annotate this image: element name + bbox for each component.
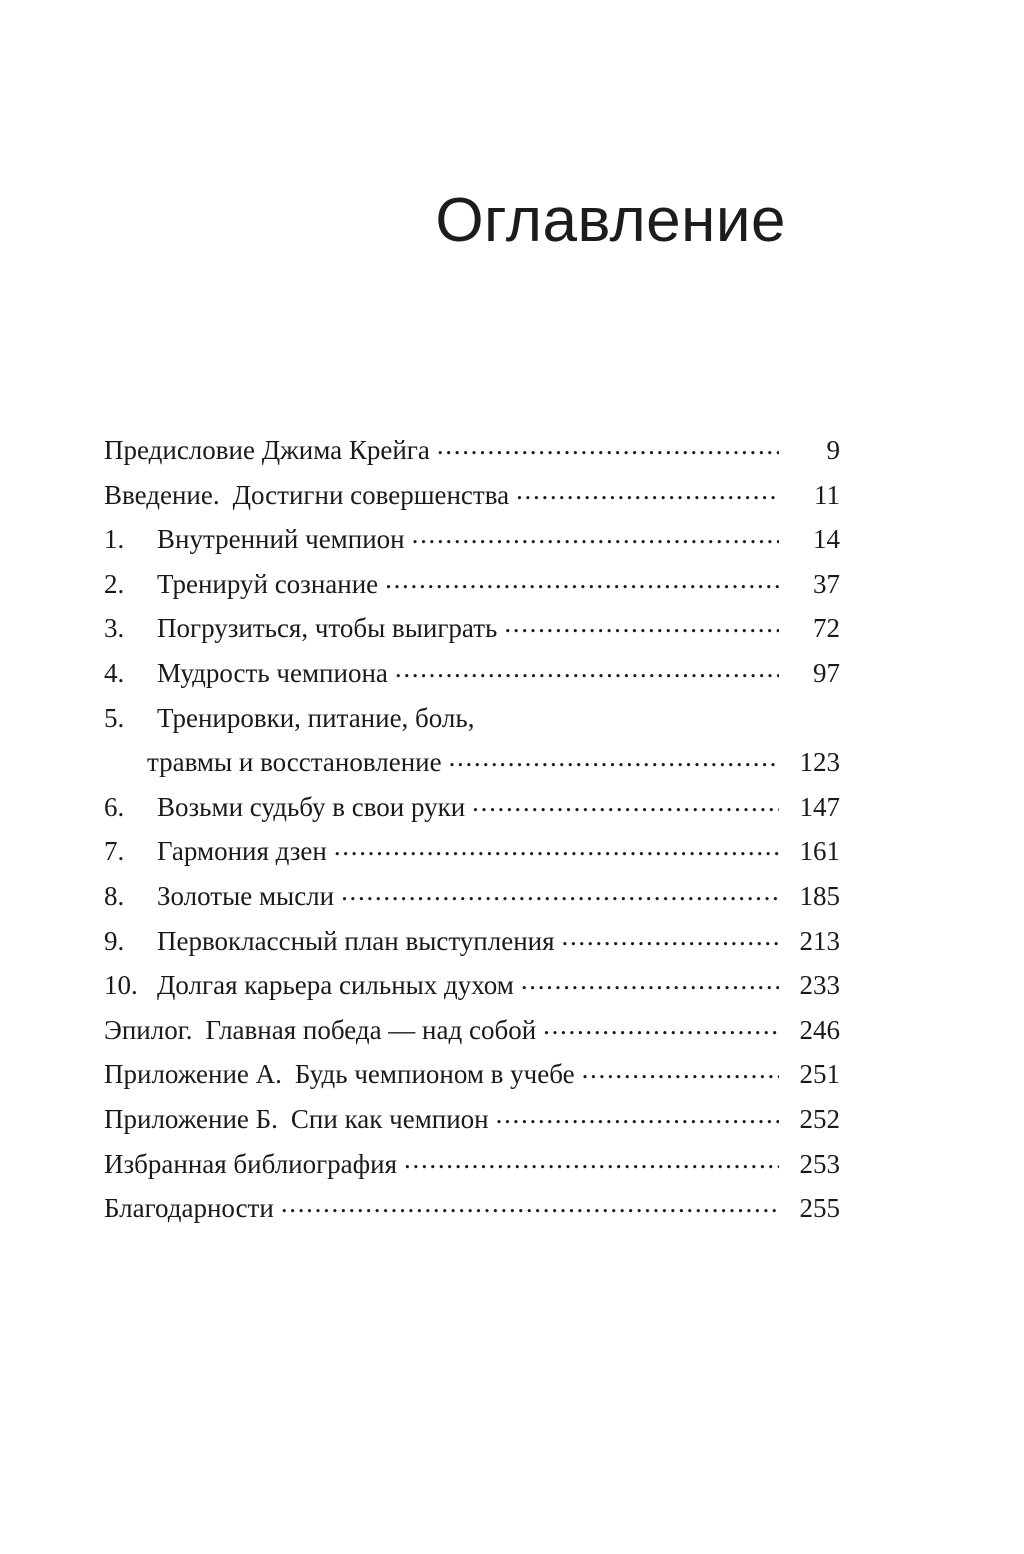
- toc-entry-page: 11: [814, 479, 840, 510]
- dot-leader: [334, 833, 779, 860]
- toc-entry[interactable]: [104, 473, 840, 518]
- toc-entry-page: 253: [799, 1148, 840, 1179]
- toc-entry[interactable]: [104, 1097, 840, 1142]
- toc-entry[interactable]: [104, 517, 840, 562]
- toc-entry[interactable]: [104, 874, 840, 919]
- toc-entry-title: Избранная библиография: [104, 1148, 398, 1179]
- toc-entry-page: 246: [799, 1014, 840, 1045]
- toc-entry-title: Тренируй сознание: [157, 568, 379, 599]
- toc-entry[interactable]: [104, 829, 840, 874]
- toc-entry-prefix: Приложение Б.: [104, 1103, 278, 1134]
- toc-entry-prefix: Введение.: [104, 479, 220, 510]
- toc-entry[interactable]: [104, 785, 840, 830]
- toc-entry-page: 233: [799, 970, 840, 1001]
- toc-entry-page: 147: [799, 791, 840, 822]
- toc-entry-prefix: Приложение А.: [104, 1059, 282, 1090]
- toc-entry[interactable]: [104, 1052, 840, 1097]
- toc-entry-number: 1.: [104, 524, 125, 555]
- toc-entry-title: Внутренний чемпион: [157, 524, 405, 555]
- dot-leader: [472, 789, 779, 816]
- toc-list: [104, 428, 840, 1231]
- dot-leader: [521, 967, 779, 994]
- toc-entry-page: 252: [799, 1103, 840, 1134]
- dot-leader: [582, 1056, 779, 1083]
- dot-leader: [341, 878, 779, 905]
- toc-entry[interactable]: [104, 606, 840, 651]
- toc-entry-title: Главная победа — над собой: [205, 1014, 537, 1045]
- dot-leader: [385, 566, 779, 593]
- dot-leader: [496, 1101, 779, 1128]
- toc-entry[interactable]: [104, 428, 840, 473]
- dot-leader: [543, 1012, 779, 1039]
- toc-entry-title: Золотые мысли: [157, 880, 335, 911]
- toc-entry-page: 255: [799, 1193, 840, 1224]
- toc-entry-number: 3.: [104, 613, 125, 644]
- toc-entry-title: Благодарности: [104, 1193, 274, 1224]
- toc-entry-title-line2: травмы и восстановление: [147, 747, 442, 778]
- toc-entry-page: 9: [826, 435, 840, 465]
- toc-entry-title: Возьми судьбу в свои руки: [157, 791, 466, 822]
- toc-entry-page: 97: [813, 657, 840, 688]
- toc-entry-page: 185: [799, 880, 840, 911]
- dot-leader: [281, 1190, 779, 1217]
- toc-entry-number: 2.: [104, 568, 125, 599]
- toc-entry-page: 213: [799, 925, 840, 956]
- dot-leader: [395, 655, 779, 682]
- toc-entry-page: 251: [799, 1059, 840, 1090]
- toc-entry-title: Достигни совершенства: [232, 479, 510, 510]
- toc-entry-title-line1: Тренировки, питание, боль,: [157, 702, 475, 733]
- toc-entry[interactable]: [104, 919, 840, 964]
- toc-entry[interactable]: [104, 963, 840, 1008]
- toc-entry-number: 9.: [104, 925, 125, 956]
- dot-leader: [449, 744, 779, 771]
- toc-entry-title: Первоклассный план выступления: [157, 925, 555, 956]
- dot-leader: [562, 923, 779, 950]
- toc-entry-title: Погрузиться, чтобы выиграть: [157, 613, 498, 644]
- toc-entry[interactable]: [104, 651, 840, 696]
- toc-entry-page: 123: [799, 747, 840, 778]
- toc-entry-page: 37: [813, 568, 840, 599]
- toc-entry[interactable]: [104, 562, 840, 607]
- toc-entry-title: Будь чемпионом в учебе: [294, 1059, 575, 1090]
- toc-entry-prefix: Эпилог.: [104, 1014, 193, 1045]
- toc-entry-page: 161: [799, 836, 840, 867]
- dot-leader: [404, 1146, 779, 1173]
- toc-entry-page: 72: [813, 613, 840, 644]
- toc-entry-title: Долгая карьера сильных духом: [157, 970, 514, 1001]
- toc-entry-number: 6.: [104, 791, 125, 822]
- page-title: Оглавление: [435, 185, 786, 255]
- toc-entry-number: 7.: [104, 836, 125, 867]
- toc-entry-title: Гармония дзен: [157, 836, 327, 867]
- toc-entry-title: Мудрость чемпиона: [157, 657, 388, 688]
- toc-entry[interactable]: [104, 1142, 840, 1187]
- toc-entry[interactable]: [104, 1008, 840, 1053]
- toc-entry-number: 10.: [104, 970, 138, 1001]
- toc-entry[interactable]: [104, 696, 840, 785]
- toc-entry-number: 4.: [104, 657, 125, 688]
- toc-entry-title: Предисловие Джима Крейга: [104, 435, 430, 465]
- toc-entry-number: 8.: [104, 880, 125, 911]
- dot-leader: [504, 610, 779, 637]
- toc-entry-number: 5.: [104, 702, 125, 733]
- toc-entry-page: 14: [813, 524, 840, 555]
- dot-leader: [412, 521, 779, 548]
- dot-leader: [516, 477, 779, 504]
- toc-entry[interactable]: [104, 1186, 840, 1231]
- dot-leader: [437, 432, 779, 459]
- toc-entry-title: Спи как чемпион: [290, 1103, 489, 1134]
